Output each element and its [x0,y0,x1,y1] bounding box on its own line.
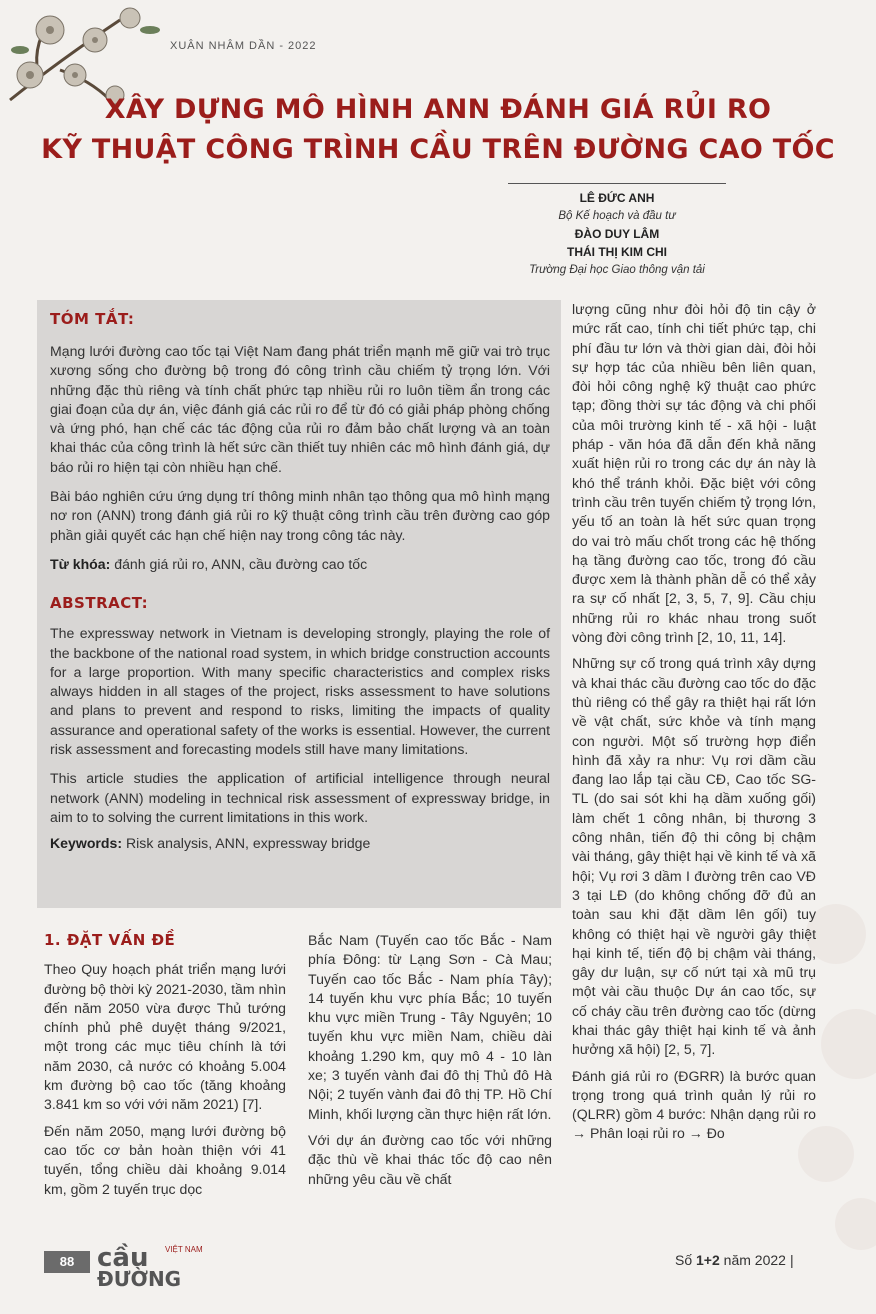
issue-header: XUÂN NHÂM DẦN - 2022 [170,40,317,52]
en-abstract-paragraph: This article studies the application of artificial intelligence through neural network (ANN) modeling in technical risk assessment of expressway bridge, in aim to to solving the current limitations in this work. [50,770,550,825]
left-column [44,931,286,1206]
en-keywords [50,834,550,853]
issue-suffix: năm 2022 [719,1252,786,1268]
en-keywords-text: Risk analysis, ANN, expressway bridge [122,835,371,852]
cau-duong-logo [95,1240,219,1288]
vn-keywords [50,555,550,574]
right-column [572,300,816,1151]
author-affiliation: Trường Đại học Giao thông vận tải [529,264,705,276]
vn-abstract-heading: TÓM TẮT: [50,310,135,328]
abstract-box [37,300,561,908]
article-title-line-2: KỸ THUẬT CÔNG TRÌNH CẦU TRÊN ĐƯỜNG CAO TỐC [41,134,835,165]
author-name: ĐÀO DUY LÂM [574,227,660,241]
body-paragraph: Theo Quy hoạch phát triển mạng lưới đường bộ thời kỳ 2021-2030, tầm nhìn đến năm 2050 vừa được Thủ tướng chính phủ phê duyệt tháng 9/2021, một trong các mục tiêu chính là tới năm 2030, cả nước có khoảng 5.004 km đường bộ cao tốc (tăng khoảng 3.841 km so với với năm 2021) [7]. [44,961,286,1113]
body-paragraph: Đến năm 2050, mạng lưới đường bộ cao tốc cơ bản hoàn thiện với 41 tuyến, tổng chiều dài khoảng 9.014 km, gồm 2 tuyến trục dọc [44,1122,286,1197]
en-abstract-paragraph: The expressway network in Vietnam is developing strongly, playing the role of the backbone of the national road system, in which bridge construction accounts for a large proportion. With many specific characteristics and complex risks always hidden in all stages of the project, risks assessment to have solutions and plans to prevent and respond to risks, limiting the impacts of quality assurance and operational safety of the works is essential. However, the current risk assessment and forecasting models still have many limitations. [50,625,550,758]
logo-word-1: cầu [97,1243,149,1273]
page-number: 88 [44,1251,90,1273]
middle-column [308,931,552,1196]
en-abstract-heading: ABSTRACT: [50,594,149,613]
issue-number: 1+2 [696,1252,720,1268]
vn-keywords-label: Từ khóa: [50,555,111,572]
body-paragraph: Đánh giá rủi ro (ĐGRR) là bước quan trọng trong quá trình quản lý rủi ro (QLRR) gồm 4 bước: Nhận dạng rủi ro → Phân loại rủi ro → Đo [572,1067,816,1142]
body-paragraph: lượng cũng như đòi hỏi độ tin cậy ở mức rất cao, tính chi tiết phức tạp, chi phí đầu tư lớn và thời gian dài, đòi hỏi sự hợp tác của nhiều bên liên quan, đòi hỏi công nghệ kỹ thuật cao phức tạp; đồng thời sự tác động và chi phối của môi trường kinh tế - xã hội - luật pháp - văn hóa đã dẫn đến khả năng xuất hiện rủi ro trong các dự án này là khó thể tránh khỏi. Đặc biệt với công trình cầu trên tuyến chiếm tỷ trọng lớn, yếu tố an toàn là hết sức quan trọng do vai trò mấu chốt trong các hệ thống hạ tầng đường cao tốc, trong đó cầu được xem là thành phần dễ có thể xảy ra sự cố nhất [2, 3, 5, 7, 9]. Cầu chịu những rủi ro khác nhau trong suốt vòng đời công trình [2, 10, 11, 14]. [572,301,816,646]
vn-abstract-paragraph: Mạng lưới đường cao tốc tại Việt Nam đang phát triển mạnh mẽ giữ vai trò trục xương sống cho đường bộ trong đó công trình cầu chiếm tỷ trọng lớn. Với những đặc thù riêng và tính chất phức tạp nhiều rủi ro luôn tiềm ẩn trong các giai đoạn của dự án, việc đánh giá các rủi ro để từ đó có giải pháp phòng chống và ứng phó, hạn chế các tác động của rủi ro đảm bảo chất lượng và an toàn khai thác của công trình là hết sức cần thiết tuy nhiên các mô hình đánh giá, dự báo rủi ro hiện tại còn nhiều hạn chế. [50,343,550,475]
author-affiliation: Bộ Kế hoạch và đầu tư [558,210,676,222]
vn-keywords-text: đánh giá rủi ro, ANN, cầu đường cao tốc [110,555,368,572]
body-paragraph: Với dự án đường cao tốc với những đặc thù về khai thác tốc độ cao nên những yêu cầu về chất [308,1131,552,1187]
vn-abstract-paragraph: Bài báo nghiên cứu ứng dụng trí thông minh nhân tạo thông qua mô hình mạng nơ ron (ANN) trong đánh giá rủi ro kỹ thuật công trình cầu trên đường cao góp phần giải quyết các hạn chế hiện nay trong công tác này. [50,488,550,543]
author-name: LÊ ĐỨC ANH [579,191,655,205]
logo-word-2: ĐƯỜNG [97,1267,182,1288]
author-block [508,183,726,279]
body-paragraph: Bắc Nam (Tuyến cao tốc Bắc - Nam phía Đông: từ Lạng Sơn - Cà Mau; Tuyến cao tốc Bắc - Nam phía Tây); 14 tuyến khu vực phía Bắc; 10 tuyến khu vực miền Trung - Tây Nguyên; 10 tuyến khu vực miền Nam, chiều dài khoảng 1.290 km, quy mô 4 - 10 làn xe; 3 tuyến vành đai đô thị Thủ đô Hà Nội; 2 tuyến vành đai đô thị TP. Hồ Chí Minh, khối lượng cần thực hiện rất lớn. [308,932,552,1122]
author-name: THÁI THỊ KIM CHI [567,245,667,259]
article-title-line-1: XÂY DỰNG MÔ HÌNH ANN ĐÁNH GIÁ RỦI RO [104,94,772,125]
issue-prefix: Số [675,1252,697,1268]
logo-tag: VIỆT NAM [165,1245,203,1254]
issue-footer [675,1252,794,1268]
en-keywords-label: Keywords: [50,835,123,852]
body-paragraph: Những sự cố trong quá trình xây dựng và khai thác cầu đường cao tốc do đặc thù riêng có thể gây ra thiệt hại rất lớn về vật chất, sức khỏe và tính mạng con người. Một số trường hợp điển hình đã xảy ra như: Vụ rơi dầm cầu đang lao lắp tại cầu CĐ, Cao tốc SG-TL (do sai sót khi hạ dầm xuống gối) làm chết 1 công nhân, bị thương 3 công nhân, tiến độ thi công bị chậm vài tháng, gây thiệt hại về kinh tế và xã hội; Vụ rơi 3 dầm I đường trên cao VĐ 3 tại LĐ (do không chống đỡ đủ an toàn sau khi đặt dầm lên gối) tuy không có thiệt hại về người gây thiệt hại kinh tế, tiến độ bị chậm vài tháng, gây dư luận, sự cố nứt tại xà mũ trụ một vài cầu thuộc Dự án cao tốc, sự cố cháy cầu trên đường cao tốc (dừng khai thác gây thiệt hại kinh tế và ảnh hưởng xã hội) [2, 5, 7]. [572,655,816,1058]
section-heading: 1. ĐẶT VẤN ĐỀ [44,931,176,949]
issue-divider: | [789,1252,794,1268]
